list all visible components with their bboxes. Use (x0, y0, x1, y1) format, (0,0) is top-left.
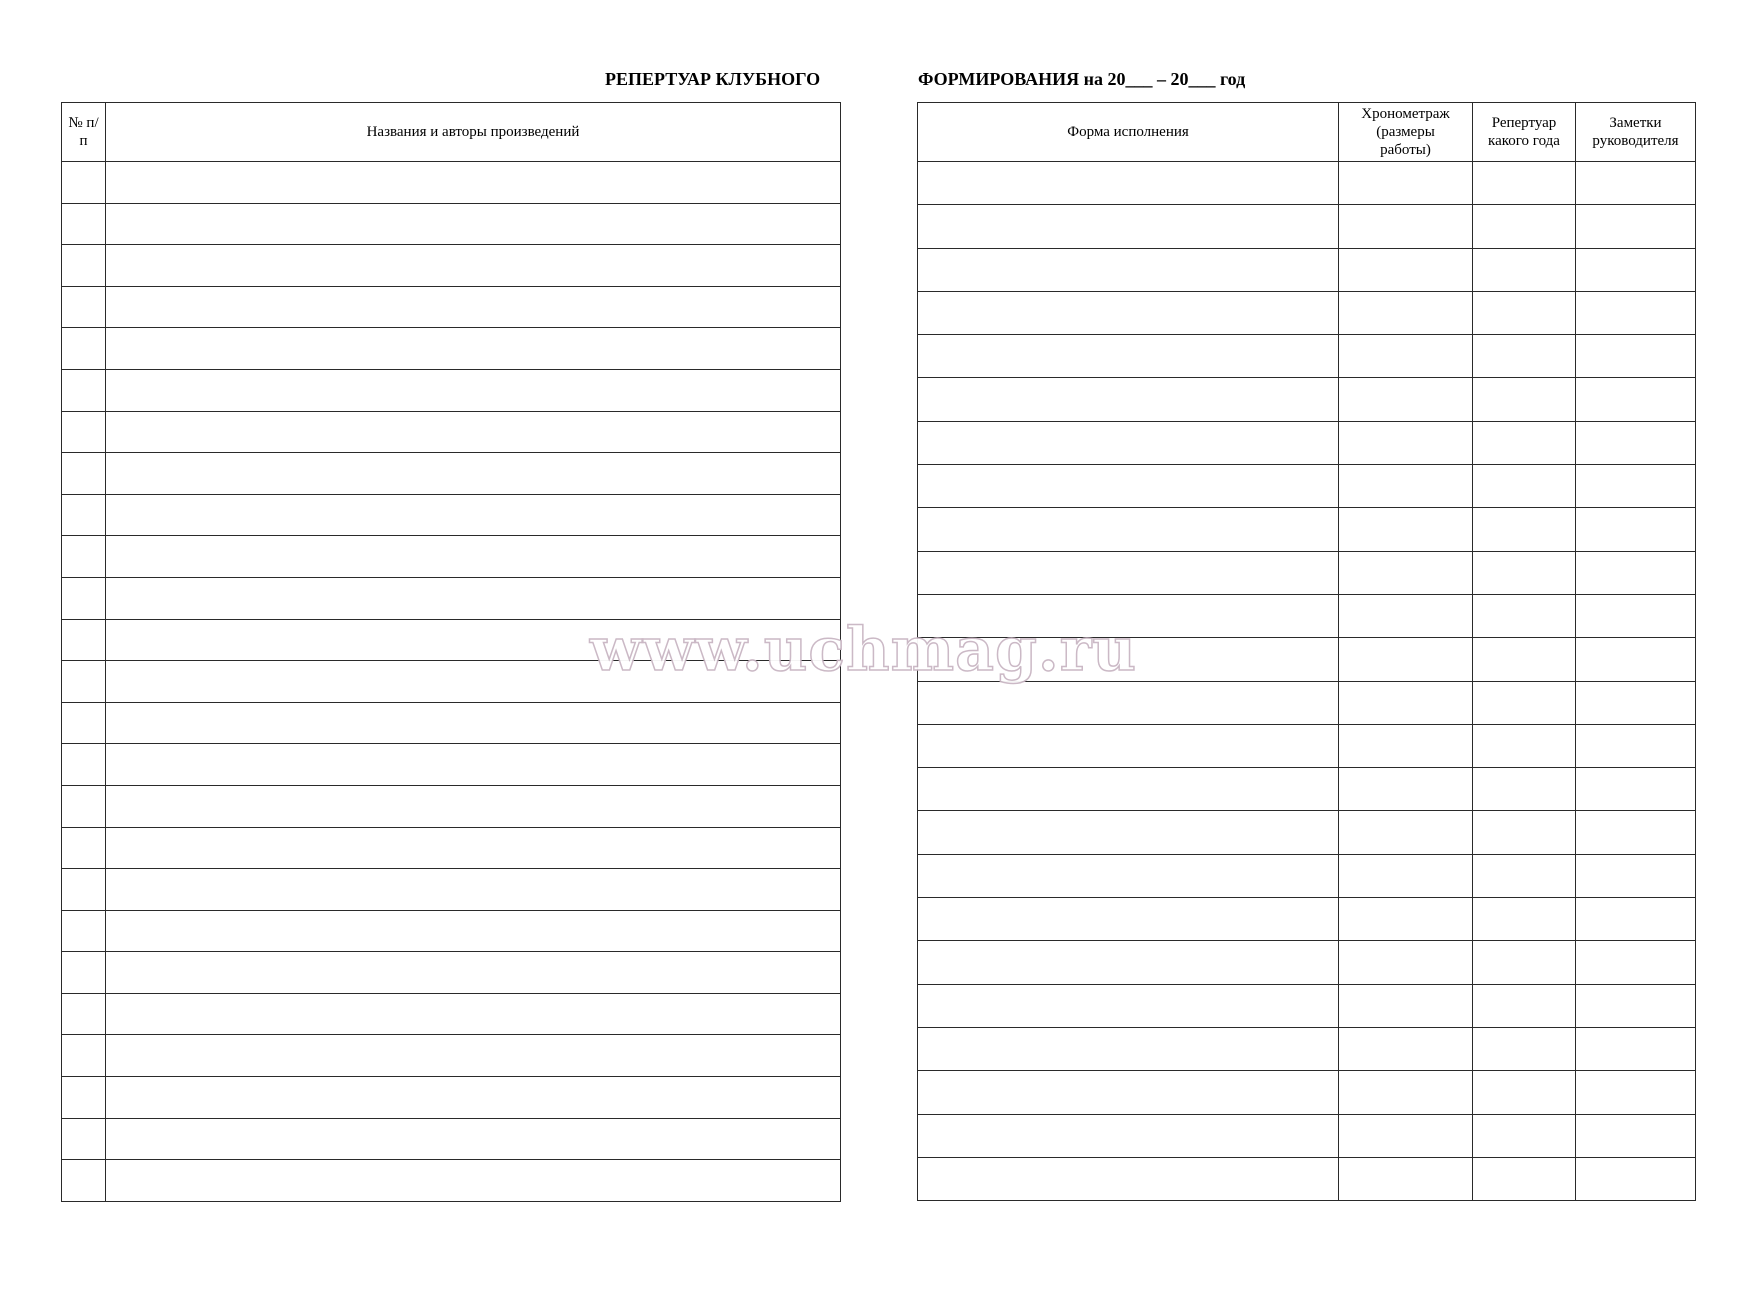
right-table-cell[interactable] (1473, 1071, 1576, 1114)
right-table-cell[interactable] (1473, 508, 1576, 551)
right-table-cell[interactable] (918, 854, 1339, 897)
page-title-right: ФОРМИРОВАНИЯ на 20___ – 20___ год (918, 69, 1246, 89)
repertoire-table-right (917, 102, 1696, 1201)
right-table-row (918, 1157, 1696, 1200)
right-table-row (918, 724, 1696, 767)
right-table-cell[interactable] (918, 638, 1339, 681)
right-table-cell[interactable] (1576, 508, 1696, 551)
right-table-cell[interactable] (1576, 941, 1696, 984)
left-table-cell[interactable] (62, 328, 106, 370)
left-table-cell[interactable] (106, 162, 841, 204)
right-table-cell[interactable] (1576, 984, 1696, 1027)
column-header-form: Форма исполнения (918, 103, 1339, 162)
right-table-cell[interactable] (1473, 248, 1576, 291)
left-table-cell[interactable] (106, 993, 841, 1035)
left-table-row (62, 993, 841, 1035)
left-table-cell[interactable] (106, 453, 841, 495)
right-table-row (918, 465, 1696, 508)
left-table-cell[interactable] (106, 785, 841, 827)
right-table-cell[interactable] (1339, 681, 1473, 724)
repertoire-table-left (61, 102, 841, 1202)
right-table-row (918, 768, 1696, 811)
right-table-cell[interactable] (1576, 1027, 1696, 1070)
left-table-cell[interactable] (106, 577, 841, 619)
left-table-cell[interactable] (106, 328, 841, 370)
right-table-cell[interactable] (1473, 465, 1576, 508)
right-table-cell[interactable] (1473, 378, 1576, 421)
left-table-row (62, 910, 841, 952)
left-table-row (62, 744, 841, 786)
right-table-cell[interactable] (1473, 551, 1576, 594)
right-table-cell[interactable] (1473, 205, 1576, 248)
left-table-cell[interactable] (62, 661, 106, 703)
right-table-cell[interactable] (1576, 768, 1696, 811)
right-table-cell[interactable] (1576, 638, 1696, 681)
right-table-cell[interactable] (918, 335, 1339, 378)
left-table-row (62, 411, 841, 453)
left-table-cell[interactable] (106, 203, 841, 245)
right-table-cell[interactable] (1339, 1114, 1473, 1157)
right-table-cell[interactable] (1473, 724, 1576, 767)
left-table-row (62, 203, 841, 245)
right-table-cell[interactable] (1339, 768, 1473, 811)
column-header-repertoire-year: Репертуар какого года (1473, 103, 1576, 162)
right-table-cell[interactable] (918, 681, 1339, 724)
right-table-cell[interactable] (918, 898, 1339, 941)
right-table-cell[interactable] (918, 724, 1339, 767)
left-table-row (62, 1118, 841, 1160)
right-table-cell[interactable] (1576, 248, 1696, 291)
left-table-cell[interactable] (106, 702, 841, 744)
right-table-cell[interactable] (1576, 421, 1696, 464)
right-table-cell[interactable] (1473, 335, 1576, 378)
left-table-cell[interactable] (62, 245, 106, 287)
left-table-cell[interactable] (62, 702, 106, 744)
right-table-cell[interactable] (918, 248, 1339, 291)
right-table-cell[interactable] (1473, 291, 1576, 334)
right-table-cell[interactable] (1339, 551, 1473, 594)
right-table-cell[interactable] (918, 291, 1339, 334)
page-title-left: РЕПЕРТУАР КЛУБНОГО (605, 69, 821, 89)
left-table-cell[interactable] (106, 619, 841, 661)
left-table-row (62, 869, 841, 911)
left-table-row (62, 952, 841, 994)
right-table-cell[interactable] (918, 421, 1339, 464)
left-table-row (62, 494, 841, 536)
right-table-cell[interactable] (1576, 898, 1696, 941)
right-table-cell[interactable] (1576, 291, 1696, 334)
right-table-cell[interactable] (1576, 681, 1696, 724)
right-table-cell[interactable] (918, 551, 1339, 594)
right-table-cell[interactable] (1576, 205, 1696, 248)
left-table-row (62, 661, 841, 703)
right-table-cell[interactable] (918, 984, 1339, 1027)
right-table-cell[interactable] (1473, 898, 1576, 941)
left-table-row (62, 286, 841, 328)
left-table-cell[interactable] (106, 494, 841, 536)
left-table-cell[interactable] (106, 910, 841, 952)
right-table-cell[interactable] (1576, 1114, 1696, 1157)
right-table-cell[interactable] (918, 594, 1339, 637)
right-table-row (918, 594, 1696, 637)
right-table-row (918, 1071, 1696, 1114)
watermark-text: www.uchmag.ru (590, 615, 1138, 685)
left-table-cell[interactable] (62, 536, 106, 578)
left-table-row (62, 827, 841, 869)
right-table-cell[interactable] (1576, 811, 1696, 854)
right-table-row (918, 551, 1696, 594)
right-table-cell[interactable] (1339, 205, 1473, 248)
right-table-cell[interactable] (1473, 638, 1576, 681)
left-table-cell[interactable] (106, 1077, 841, 1119)
right-table-row (918, 508, 1696, 551)
left-table-cell[interactable] (62, 1077, 106, 1119)
left-table-cell[interactable] (62, 494, 106, 536)
right-table-cell[interactable] (1339, 638, 1473, 681)
left-table-cell[interactable] (106, 661, 841, 703)
right-table-row (918, 941, 1696, 984)
right-table-cell[interactable] (1576, 854, 1696, 897)
right-table-row (918, 162, 1696, 205)
right-table-cell[interactable] (1576, 1157, 1696, 1200)
right-table-cell[interactable] (1339, 1071, 1473, 1114)
right-table-cell[interactable] (918, 508, 1339, 551)
right-table-cell[interactable] (1473, 768, 1576, 811)
left-table-row (62, 1160, 841, 1202)
right-table-cell[interactable] (1576, 594, 1696, 637)
right-table-cell[interactable] (1473, 162, 1576, 205)
right-table-cell[interactable] (1576, 1071, 1696, 1114)
right-table-cell[interactable] (1473, 681, 1576, 724)
left-table-cell[interactable] (62, 910, 106, 952)
right-table-cell[interactable] (1473, 984, 1576, 1027)
right-table-cell[interactable] (1339, 465, 1473, 508)
right-table-cell[interactable] (1339, 898, 1473, 941)
right-table-cell[interactable] (1576, 378, 1696, 421)
right-table-cell[interactable] (1576, 465, 1696, 508)
left-table-row (62, 328, 841, 370)
left-table-cell[interactable] (62, 1118, 106, 1160)
right-table-cell[interactable] (1473, 594, 1576, 637)
right-table-cell[interactable] (918, 378, 1339, 421)
right-table-cell[interactable] (1339, 941, 1473, 984)
left-table-row (62, 453, 841, 495)
right-table-cell[interactable] (1473, 1157, 1576, 1200)
right-table-row (918, 248, 1696, 291)
left-table-cell[interactable] (106, 286, 841, 328)
left-table-cell[interactable] (106, 369, 841, 411)
right-table-cell[interactable] (1339, 1027, 1473, 1070)
right-table-row (918, 205, 1696, 248)
right-table-row (918, 854, 1696, 897)
left-table-cell[interactable] (62, 619, 106, 661)
column-header-number: № п/п (62, 103, 106, 162)
right-table-cell[interactable] (1339, 162, 1473, 205)
right-table-cell[interactable] (1576, 162, 1696, 205)
right-table-cell[interactable] (1339, 248, 1473, 291)
right-table-cell[interactable] (1339, 421, 1473, 464)
right-table-cell[interactable] (918, 162, 1339, 205)
right-table-row (918, 378, 1696, 421)
right-table-row (918, 898, 1696, 941)
left-table-cell[interactable] (62, 1035, 106, 1077)
left-table-cell[interactable] (106, 411, 841, 453)
left-table-row (62, 702, 841, 744)
left-table-cell[interactable] (62, 952, 106, 994)
left-table-cell[interactable] (62, 453, 106, 495)
right-table-cell[interactable] (1576, 724, 1696, 767)
right-table-cell[interactable] (1339, 984, 1473, 1027)
left-table-cell[interactable] (106, 245, 841, 287)
right-table-row (918, 811, 1696, 854)
left-table-cell[interactable] (106, 744, 841, 786)
left-table-cell[interactable] (62, 411, 106, 453)
column-header-timing: Хронометраж (размеры работы) (1339, 103, 1473, 162)
right-table-row (918, 1114, 1696, 1157)
right-table-cell[interactable] (1576, 335, 1696, 378)
right-table-cell[interactable] (918, 1114, 1339, 1157)
right-table-cell[interactable] (918, 205, 1339, 248)
right-table-cell[interactable] (1473, 421, 1576, 464)
right-table-cell[interactable] (1473, 1027, 1576, 1070)
right-table-cell[interactable] (1339, 854, 1473, 897)
left-table-cell[interactable] (62, 1160, 106, 1202)
left-table-row (62, 577, 841, 619)
left-table-row (62, 369, 841, 411)
right-table-row (918, 638, 1696, 681)
right-table-cell[interactable] (1339, 1157, 1473, 1200)
left-table-cell[interactable] (106, 1035, 841, 1077)
right-table-cell[interactable] (1473, 941, 1576, 984)
left-table-row (62, 245, 841, 287)
left-table-cell[interactable] (62, 203, 106, 245)
left-table-cell[interactable] (62, 785, 106, 827)
right-table-cell[interactable] (1473, 854, 1576, 897)
left-table-cell[interactable] (62, 827, 106, 869)
right-table-row (918, 291, 1696, 334)
right-table-row (918, 421, 1696, 464)
left-table-cell[interactable] (106, 827, 841, 869)
left-table-cell[interactable] (62, 369, 106, 411)
left-table-cell[interactable] (106, 536, 841, 578)
left-table-row (62, 1077, 841, 1119)
right-table-cell[interactable] (918, 941, 1339, 984)
right-table-cell[interactable] (918, 1027, 1339, 1070)
right-table-cell[interactable] (918, 1157, 1339, 1200)
left-table-cell[interactable] (106, 1118, 841, 1160)
right-table-cell[interactable] (1339, 335, 1473, 378)
right-table-cell[interactable] (1473, 1114, 1576, 1157)
left-table-row (62, 162, 841, 204)
left-table-cell[interactable] (62, 993, 106, 1035)
left-table-row (62, 619, 841, 661)
right-table-row (918, 1027, 1696, 1070)
left-table-cell[interactable] (62, 869, 106, 911)
right-table-cell[interactable] (1339, 724, 1473, 767)
right-table-cell[interactable] (1339, 508, 1473, 551)
left-table-cell[interactable] (62, 162, 106, 204)
left-table-row (62, 785, 841, 827)
right-table-cell[interactable] (1339, 594, 1473, 637)
right-table-cell[interactable] (918, 811, 1339, 854)
left-table-cell[interactable] (62, 577, 106, 619)
right-table-cell[interactable] (1339, 811, 1473, 854)
right-table-cell[interactable] (1339, 378, 1473, 421)
left-table-cell[interactable] (106, 952, 841, 994)
right-table-cell[interactable] (918, 465, 1339, 508)
column-header-notes: Заметки руководителя (1576, 103, 1696, 162)
right-table-cell[interactable] (1473, 811, 1576, 854)
right-table-row (918, 335, 1696, 378)
left-table-cell[interactable] (62, 744, 106, 786)
left-table-row (62, 536, 841, 578)
right-table-cell[interactable] (1339, 291, 1473, 334)
left-table-cell[interactable] (62, 286, 106, 328)
left-table-cell[interactable] (106, 1160, 841, 1202)
column-header-name: Названия и авторы произведений (106, 103, 841, 162)
left-table-row (62, 1035, 841, 1077)
right-table-row (918, 681, 1696, 724)
right-table-cell[interactable] (918, 1071, 1339, 1114)
right-table-row (918, 984, 1696, 1027)
left-table-cell[interactable] (106, 869, 841, 911)
right-table-cell[interactable] (1576, 551, 1696, 594)
right-table-cell[interactable] (918, 768, 1339, 811)
